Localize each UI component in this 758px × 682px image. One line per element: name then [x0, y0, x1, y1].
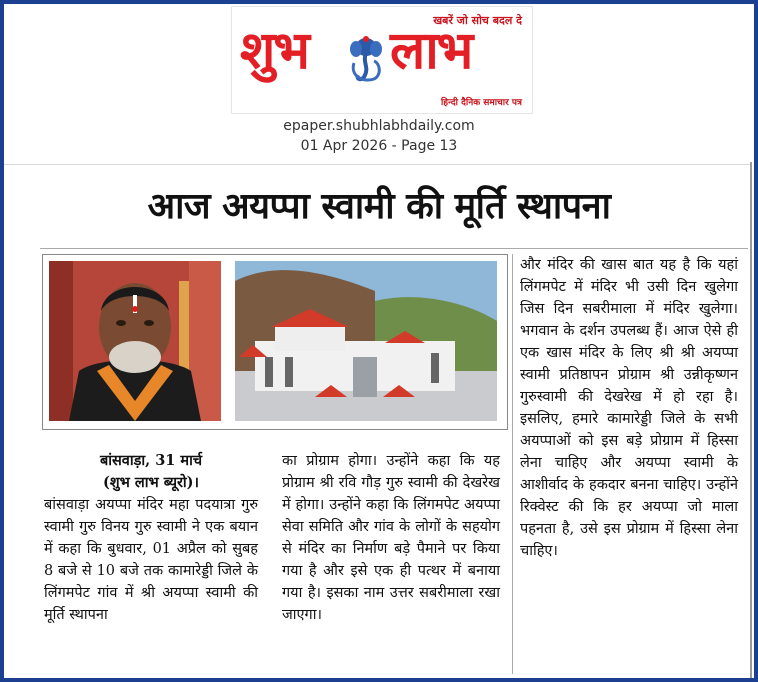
headline-divider	[40, 248, 748, 249]
clip-border-top	[4, 164, 750, 165]
column-divider	[512, 254, 513, 674]
dateline-bureau: (शुभ लाभ ब्यूरो)।	[102, 474, 200, 491]
masthead-tagline: खबरें जो सोच बदल दे	[433, 14, 522, 27]
masthead	[231, 6, 533, 114]
article-column-2: का प्रोग्राम होगा। उन्होंने कहा कि यह प्रोग्राम श्री रवि गौड़ गुरु स्वामी की देखरेख में होगा। उन्होंने कहा कि लिंगमपेट अयप्पा सेवा समिति और गांव के लोगों के सहयोग से मंदिर का निर्माण बड़े पैमाने पर किया गया है और इसे एक ही पत्थर में बनाया गया है। इसका नाम उत्तर सबरीमाला रखा जाएगा।	[282, 453, 500, 623]
column-1-text: बांसवाड़ा अयप्पा मंदिर महा पदयात्रा गुरु स्वामी गुरु विनय गुरु स्वामी ने एक बयान में कहा कि बुधवार, 01 अप्रैल को सुबह 8 बजे से 10 बजे तक कामारेड्डी जिले के लिंगमपेट गांव में श्री अयप्पा स्वामी की मूर्ति स्थापना	[44, 497, 258, 623]
logo-text-right: लाभ	[390, 21, 472, 81]
clip-border-right	[750, 162, 752, 678]
article-headline: आज अयप्पा स्वामी की मूर्ति स्थापना	[147, 186, 611, 227]
photo-frame	[42, 254, 508, 430]
portrait-photo	[49, 261, 221, 421]
dateline-place-date: बांसवाड़ा, 31 मार्च	[99, 452, 203, 469]
newspaper-page	[4, 4, 754, 678]
ganesha-logo-icon	[344, 33, 388, 85]
masthead-subtitle: हिन्दी दैनिक समाचार पत्र	[440, 98, 522, 108]
logo-text-left: शुभ	[240, 21, 308, 81]
edition-url: epaper.shubhlabhdaily.com	[283, 118, 475, 134]
temple-photo	[235, 261, 497, 421]
article-column-3: और मंदिर की खास बात यह है कि यहां लिंगमपेट में मंदिर भी उसी दिन खुलेगा जिस दिन सबरीमाला में मंदिर खुलेगा। भगवान के दर्शन उपलब्ध हैं। आज ऐसे ही एक खास मंदिर के लिए श्री श्री अयप्पा स्वामी प्रतिष्ठापन प्रोग्राम श्री उन्नीकृष्णन गुरुस्वामी की देखरेख में हो रहा है। इसलिए, हमारे कामारेड्डी जिले के सभी अयप्पाओं को इस बड़े प्रोग्राम में हिस्सा लेना चाहिए और अयप्पा स्वामी के आशीर्वाद के हकदार बनना चाहिए। उन्होंने रिक्वेस्ट की कि हर अयप्पा जो माला पहनता है, उसे इस प्रोग्राम में हिस्सा लेना चाहिए।	[520, 257, 738, 559]
article-column-1	[44, 450, 258, 626]
edition-date-page: 01 Apr 2026 - Page 13	[300, 138, 458, 154]
